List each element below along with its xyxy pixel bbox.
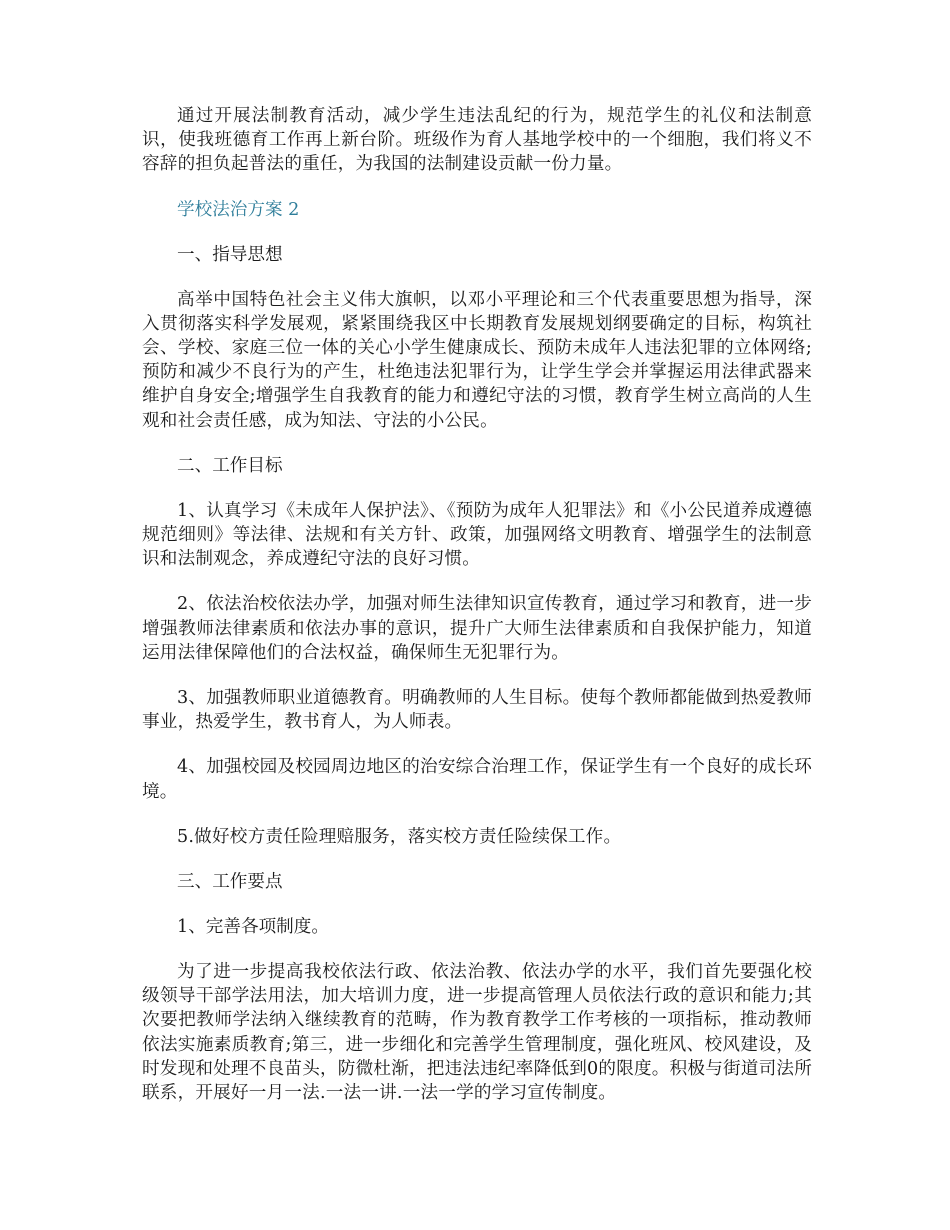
intro-paragraph: 通过开展法制教育活动，减少学生违法乱纪的行为，规范学生的礼仪和法制意识，使我班德育工作再上新台阶。班级作为育人基地学校中的一个细胞，我们将义不容辞的担负起普法的重任，为我国的法制建设贡献一份力量。: [142, 106, 812, 175]
section-title: 学校法治方案 2: [177, 199, 300, 220]
goal-item-3: 3、加强教师职业道德教育。明确教师的人生目标。使每个教师都能做到热爱教师事业，热爱学生，教书育人，为人师表。: [142, 688, 812, 733]
work-point-1-body: 为了进一步提高我校依法行政、依法治教、依法办学的水平，我们首先要强化校级领导干部学法用法，加大培训力度，进一步提高管理人员依法行政的意识和能力;其次要把教师学法纳入继续教育的范畴，作为教育教学工作考核的一项指标，推动教师依法实施素质教育;第三，进一步细化和完善学生管理制度，强化班风、校风建设，及时发现和处理不良苗头，防微杜渐，把违法违纪率降低到0的限度。积极与街道司法所联系，开展好一月一法.一法一讲.一法一学的学习宣传制度。: [142, 962, 812, 1104]
heading-guiding-thought: 一、指导思想: [177, 244, 283, 265]
heading-work-goals: 二、工作目标: [177, 455, 283, 476]
heading-work-points: 三、工作要点: [177, 872, 283, 893]
goal-item-1: 1、认真学习《未成年人保护法》、《预防为成年人犯罪法》和《小公民道养成遵德规范细则》等法律、法规和有关方针、政策，加强网络文明教育、增强学生的法制意识和法制观念，养成遵纪守法的良好习惯。: [142, 500, 812, 570]
goal-item-5: 5.做好校方责任险理赔服务，落实校方责任险续保工作。: [177, 826, 622, 847]
work-point-1-title: 1、完善各项制度。: [177, 917, 329, 938]
document-page: [142, 104, 812, 1126]
guiding-thought-paragraph: 高举中国特色社会主义伟大旗帜，以邓小平理论和三个代表重要思想为指导，深入贯彻落实科学发展观，紧紧围绕我区中长期教育发展规划纲要确定的目标，构筑社会、学校、家庭三位一体的关心小学生健康成长、预防未成年人违法犯罪的立体网络;预防和减少不良行为的产生，杜绝违法犯罪行为，让学生学会并掌握运用法律武器来维护自身安全;增强学生自我教育的能力和遵纪守法的习惯，教育学生树立高尚的人生观和社会责任感，成为知法、守法的小公民。: [142, 289, 812, 431]
goal-item-4: 4、加强校园及校园周边地区的治安综合治理工作，保证学生有一个良好的成长环境。: [142, 757, 812, 802]
goal-item-2: 2、依法治校依法办学，加强对师生法律知识宣传教育，通过学习和教育，进一步增强教师法律素质和依法办事的意识，提升广大师生法律素质和自我保护能力，知道运用法律保障他们的合法权益，确保师生无犯罪行为。: [142, 594, 812, 663]
